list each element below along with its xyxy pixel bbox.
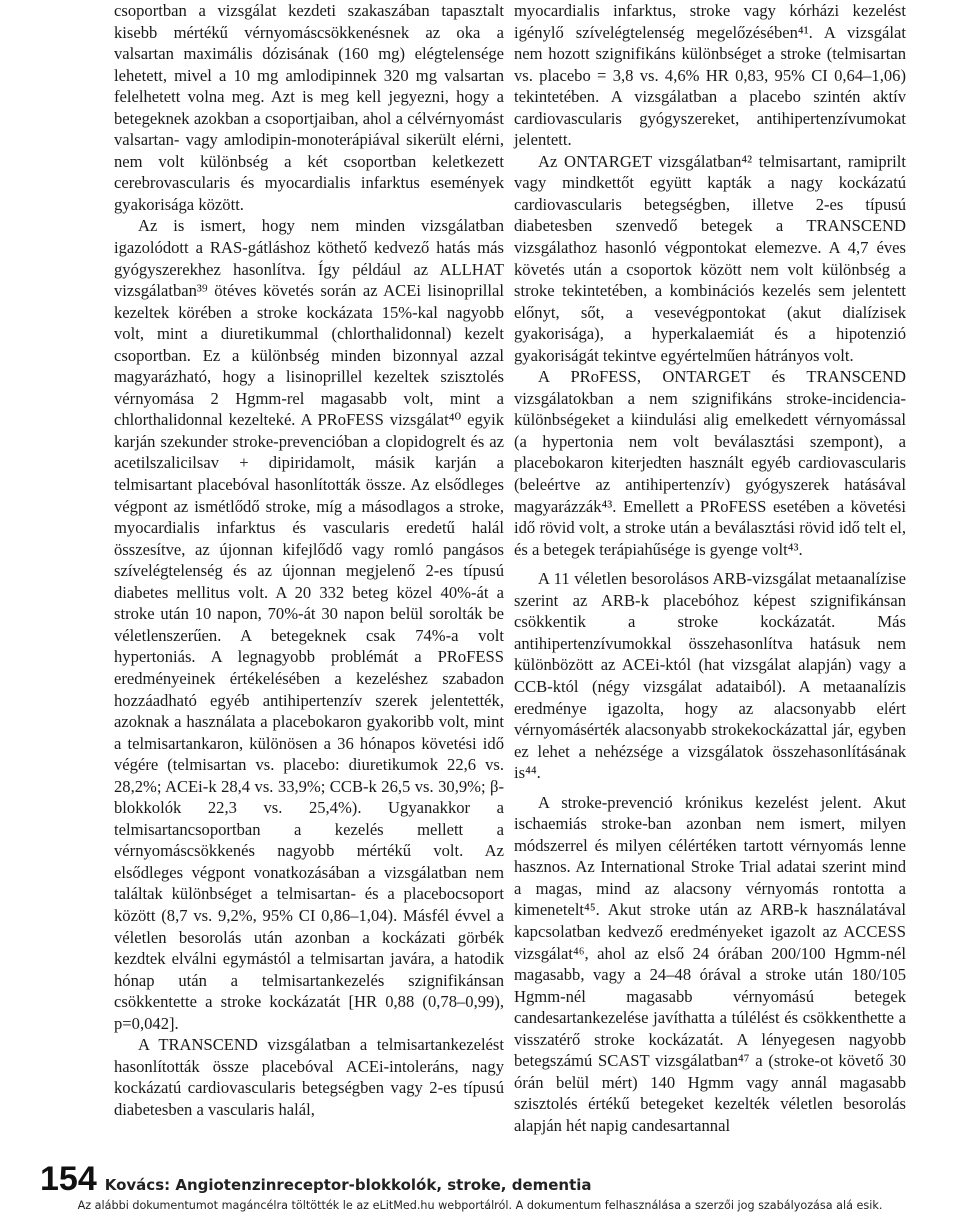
paragraph: Az ONTARGET vizsgálatban⁴² telmisartant, ramiprilt vagy mindkettőt együtt kapták a nagy kockázatú cardiovascularis betegségben, illetve 2-es típusú diabetesben szenvedő betegek a TRANSCEND vizsgálathoz hasonló végpontokat elemezve. A 4,7 éves követés után a csoportok között nem volt különbség a stroke tekintetében, a kombinációs kezelés sem jelentett előnyt, sőt, a vesevégpontokat (akut dialízisek gyakorisága), a hyperkalaemiát és a hipotenzió gyakoriságát tekintve egyértelműen hátrányos volt. — [514, 151, 906, 365]
paragraph: A PRoFESS, ONTARGET és TRANSCEND vizsgálatokban a nem szignifikáns stroke-incidencia-különbségeket a kiindulási alig emelkedett vérnyomással (a hypertonia nem volt beválasztási szempont), a placebokaron kiterjedten használt egyéb cardiovascularis (beleértve az antihipertenzív) gyógyszerek hatásával magyarázzák⁴³. Emellett a PRoFESS esetében a követési idő rövid volt, a stroke után a beválasztási rövid idő telt el, és a betegek terápiahűsége is gyenge volt⁴³. — [514, 367, 906, 559]
paragraph: A stroke-prevenció krónikus kezelést jelent. Akut ischaemiás stroke-ban azonban nem ismert, milyen módszerrel és milyen célértéken tartott vérnyomás lenne hasznos. Az International Stroke Trial adatai szerint mind a magas, mind az alacsony vérnyomás rontotta a kimenetelt⁴⁵. Akut stroke után az ARB-k használatával kapcsolatban kedvező eredményeket igazolt az ACCESS vizsgálat⁴⁶, ahol az első 24 órában 200/100 Hgmm-nél magasabb, vagy a 24–48 órával a stroke után 180/105 Hgmm-nél magasabb vérnyomású betegek candesartankezelése javíthatta a túlélést és csökkenthette a visszatérő stroke kockázatát. A lényegesen nagyobb betegszámú SCAST vizsgálatban⁴⁷ a (stroke-ot követő 30 órán belül mért) 140 Hgmm vagy annál magasabb szisztolés értékű betegeket kezelték véletlen besorolás alapján hét napig candesartannal — [514, 792, 906, 1135]
paragraph: csoportban a vizsgálat kezdeti szakaszában tapasztalt kisebb mértékű vérnyomáscsökkenésnek az oka a valsartan maximális dózisának (160 mg) elégtelensége lehetett, mivel a 10 mg amlodipinnek 320 mg valsartan felelhetett volna meg. Azt is meg kell jegyezni, hogy a betegeknek azokban a csoportjaiban, ahol a célvérnyomást valsartan- vagy amlodipin-monoterápiával sikerült elérni, nem volt különbség a két csoportban keletkezett cerebrovascularis és myocardialis infarktus események gyakorisága között. — [114, 1, 504, 214]
download-notice: Az alábbi dokumentumot magáncélra töltötték le az eLitMed.hu webportálról. A dokumentum felhasználása a szerzői jog szabályozása alá esik. — [77, 1199, 883, 1212]
page-footer — [40, 1160, 920, 1196]
paragraph: Az is ismert, hogy nem minden vizsgálatban igazolódott a RAS-gátláshoz köthető kedvező hatás más gyógyszerekhez hasonlítva. Így például az ALLHAT vizsgálatban³⁹ ötéves követés során az ACEi lisinoprillal kezeltek körében a stroke kockázata 15%-kal nagyobb volt, mint a diuretikummal (chlorthalidonnal) kezelt csoportban. Ez a különbség minden bizonnyal azzal magyarázható, hogy a lisinoprillel kezeltek szisztolés vérnyomása 2 Hgmm-rel magasabb volt, mint a chlorthalidonnal kezelteké. A PRoFESS vizsgálat⁴⁰ egyik karján szekunder stroke-prevencióban a clopidogrelt és az acetilszalicilsav + dipiridamolt, másik karján a telmisartant placebóval hasonlították össze. Az elsődleges végpont az ismétlődő stroke, míg a másodlagos a stroke, myocardialis infarktus és vascularis eredetű halál összesítve, az újonnan kifejlődő vagy romló pangásos szívelégtelenség és az újonnan megjelenő 2-es típusú diabetes mellitus volt. A 20 332 beteg közel 40%-át a stroke után 10 napon, 70%-át 30 napon belül sorolták be véletlenszerűen. A betegeknek csak 74%-a volt hypertoniás. A legnagyobb problémát a PRoFESS eredményeinek értékelésében a kezeléshez szabadon hozzáadható egyéb antihipertenzív szerek jelentették, azoknak a használata a placebokaron gyakoribb volt, mint a telmisartankaron, különösen a 36 hónapos követési idő végére (telmisartan vs. placebo: diuretikumok 22,6 vs. 28,2%; ACEi-k 28,4 vs. 33,9%; CCB-k 26,5 vs. 30,9%; β-blokkolók 22,3 vs. 25,4%). Ugyanakkor a telmisartancsoportban a kezelés mellett a vérnyomáscsökkenés nagyobb mértékű volt. Az elsődleges végpont vonatkozásában a vizsgálatban nem találtak különbséget a telmisartan- és a placebocsoport között (8,7 vs. 9,2%, 95% CI 0,86–1,04). Másfél évvel a véletlen besorolás után azonban a kockázati görbék kezdtek elválni egymástól a telmisartan javára, a hatodik hónap után a telmisartankezelés szignifikánsan csökkentette a stroke kockázatát [HR 0,88 (0,78–0,99), p=0,042]. — [114, 216, 504, 1033]
paragraph: A 11 véletlen besorolásos ARB-vizsgálat metaanalízise szerint az ARB-k placebóhoz képest szignifikánsan csökkentik a stroke kockázatát. Más antihipertenzívumokkal összehasonlítva hatásuk nem különbözött az ACEi-któl (hat vizsgálat alapján) vagy a CCB-któl (négy vizsgálat adataiból). A metaanalízis eredménye igazolta, hogy az alacsonyabb elért vérnyomásérték alacsonyabb strokekockázattal jár, egyben ez lehet a nehézsége a vizsgálatok összehasonlításának is⁴⁴. — [514, 569, 906, 783]
paragraph: myocardialis infarktus, stroke vagy kórházi kezelést igénylő szívelégtelenség megelőzésében⁴¹. A vizsgálat nem hozott szignifikáns különbséget a stroke (telmisartan vs. placebo = 3,8 vs. 4,6% HR 0,83, 95% CI 0,64–1,06) tekintetében. A vizsgálatban a placebo szintén aktív cardiovascularis gyógyszereket, antihipertenzívumokat jelentett. — [514, 1, 906, 150]
page-number: 154 — [40, 1160, 97, 1198]
paragraph: A TRANSCEND vizsgálatban a telmisartankezelést hasonlították össze placebóval ACEi-intoleráns, nagy kockázatú cardiovascularis betegségben vagy 2-es típusú diabetesben a vascularis halál, — [114, 1035, 504, 1119]
left-text-column — [114, 0, 504, 1120]
running-title: Kovács: Angiotenzinreceptor-blokkolók, stroke, dementia — [104, 1176, 592, 1194]
right-text-column — [514, 0, 906, 1136]
